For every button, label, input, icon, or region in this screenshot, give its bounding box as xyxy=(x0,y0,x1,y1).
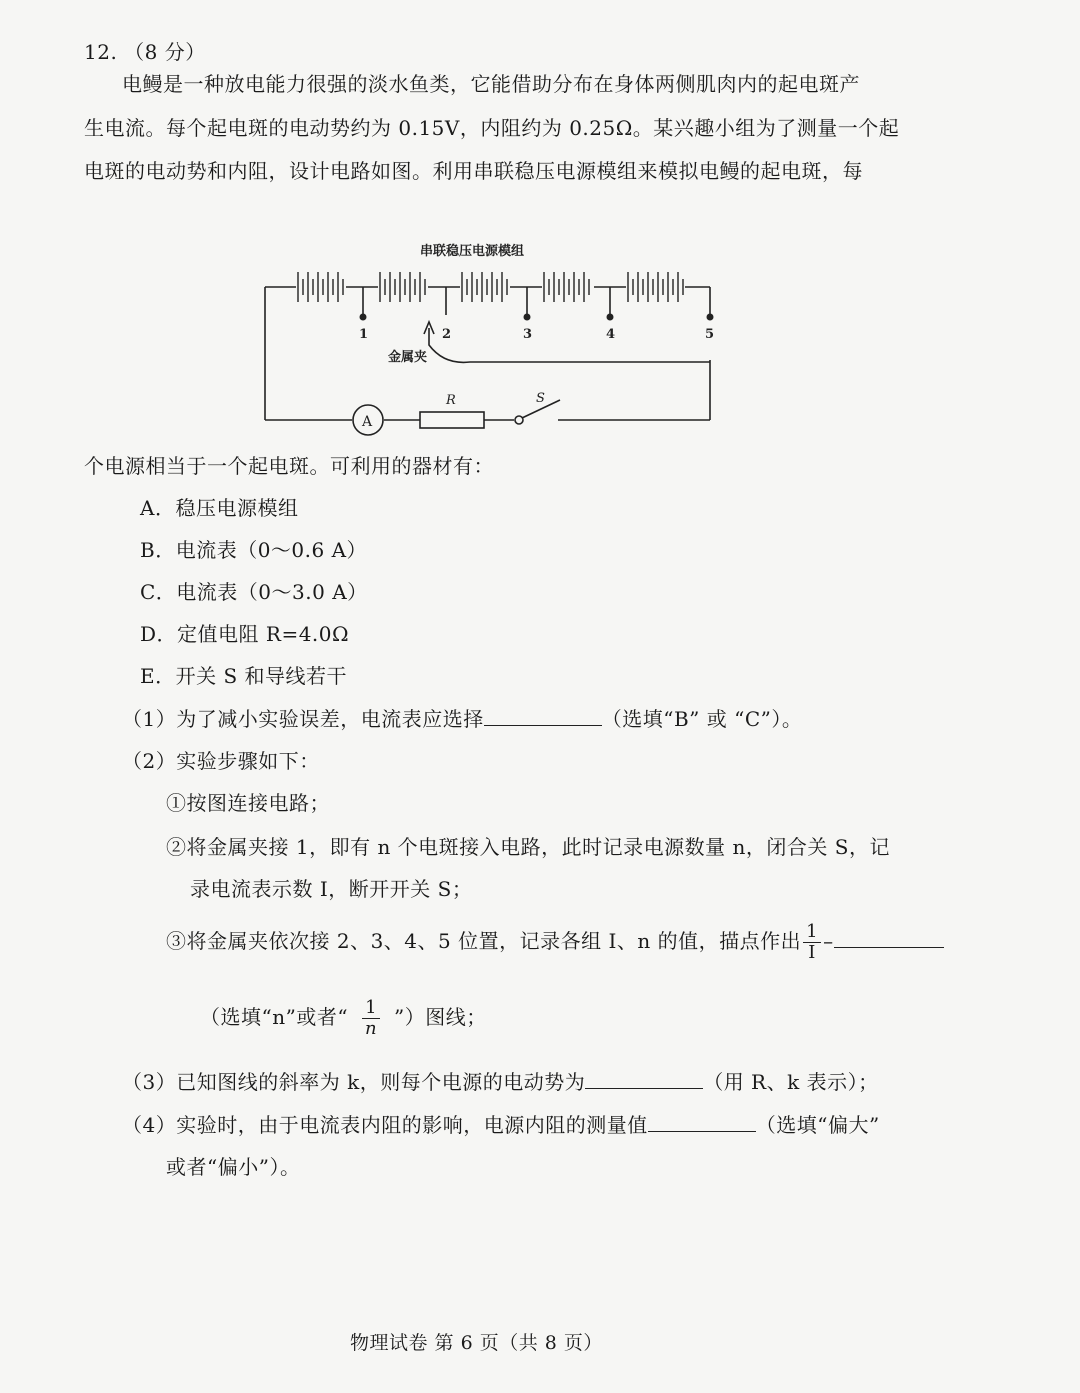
circuit-diagram xyxy=(0,0,1080,460)
terminal-label-3: 3 xyxy=(523,327,533,342)
sub4-prefix: （4）实验时，由于电流表内阻的影响，电源内阻的测量值 xyxy=(122,1113,648,1137)
step3-note-a: （选填“n”或者“ xyxy=(200,1004,349,1029)
sub-question-1 xyxy=(122,703,802,732)
step-2-line-1: ②将金属夹接 1，即有 n 个电斑接入电路，此时记录电源数量 n，闭合关 S，记 xyxy=(166,835,890,859)
question-number: 12. xyxy=(84,40,118,64)
step3-note-b: ”）图线； xyxy=(394,1004,487,1029)
step-3 xyxy=(166,922,944,963)
terminal-label-1: 1 xyxy=(359,327,369,342)
sub-question-4-line-2: 或者“偏小”）。 xyxy=(166,1155,301,1179)
page-footer: 物理试卷 第 6 页（共 8 页） xyxy=(350,1332,603,1354)
intro-line-4: 个电源相当于一个起电斑。可利用的器材有： xyxy=(84,454,494,478)
terminal-label-4: 4 xyxy=(606,327,616,342)
sub3-prefix: （3）已知图线的斜率为 k，则每个电源的电动势为 xyxy=(122,1070,586,1094)
resistor-label: R xyxy=(446,393,456,408)
answer-blank-4[interactable] xyxy=(648,1113,756,1132)
switch-label: S xyxy=(536,391,545,406)
sub-question-4 xyxy=(122,1109,880,1138)
material-c: C．电流表（0～3.0 A） xyxy=(140,580,368,604)
ammeter-label: A xyxy=(362,414,373,430)
intro-line-1: 电鳗是一种放电能力很强的淡水鱼类，它能借助分布在身体两侧肌肉内的起电斑产 xyxy=(122,72,860,96)
step3-dash: – xyxy=(823,928,834,953)
material-a: A．稳压电源模组 xyxy=(140,496,299,520)
sub-question-2-title: （2）实验步骤如下： xyxy=(122,749,320,773)
step-2-line-2: 录电流表示数 I，断开开关 S； xyxy=(190,877,473,901)
resistor-icon xyxy=(420,393,484,428)
material-d: D．定值电阻 R=4.0Ω xyxy=(140,622,350,646)
battery-module xyxy=(265,287,710,420)
fraction-one-over-n: $\frac{1}{n}$ xyxy=(362,998,380,1039)
clip-label: 金属夹 xyxy=(388,350,428,365)
material-e: E．开关 S 和导线若干 xyxy=(140,664,348,688)
diagram-title: 串联稳压电源模组 xyxy=(420,244,525,259)
answer-blank-1[interactable] xyxy=(484,707,602,726)
step3-text: ③将金属夹依次接 2、3、4、5 位置，记录各组 I、n 的值，描点作出 xyxy=(166,928,802,953)
answer-blank-3[interactable] xyxy=(585,1070,703,1089)
sub-question-3 xyxy=(122,1066,879,1095)
sub3-suffix: （用 R、k 表示）； xyxy=(703,1070,879,1094)
fraction-one-over-i: $\frac{1}{I}$ xyxy=(803,922,821,963)
step-3-note xyxy=(200,998,487,1039)
answer-blank-2[interactable] xyxy=(834,929,944,948)
terminal-dots xyxy=(360,314,714,321)
terminal-labels xyxy=(359,327,714,342)
ammeter-icon xyxy=(353,405,383,435)
intro-line-3: 电斑的电动势和内阻，设计电路如图。利用串联稳压电源模组来模拟电鳗的起电斑，每 xyxy=(84,159,863,183)
material-b: B．电流表（0～0.6 A） xyxy=(140,538,368,562)
sub1-suffix: （选填“B” 或 “C”）。 xyxy=(601,707,803,731)
metal-clip xyxy=(424,322,710,362)
question-points: （8 分） xyxy=(124,40,206,64)
sub1-prefix: （1）为了减小实验误差，电流表应选择 xyxy=(122,707,484,731)
step-1: ①按图连接电路； xyxy=(166,791,330,815)
terminal-label-5: 5 xyxy=(705,327,715,342)
terminal-label-2: 2 xyxy=(442,327,452,342)
intro-line-2: 生电流。每个起电斑的电动势约为 0.15V，内阻约为 0.25Ω。某兴趣小组为了测量一个起 xyxy=(84,116,900,140)
sub4-suffix: （选填“偏大” xyxy=(755,1113,880,1137)
